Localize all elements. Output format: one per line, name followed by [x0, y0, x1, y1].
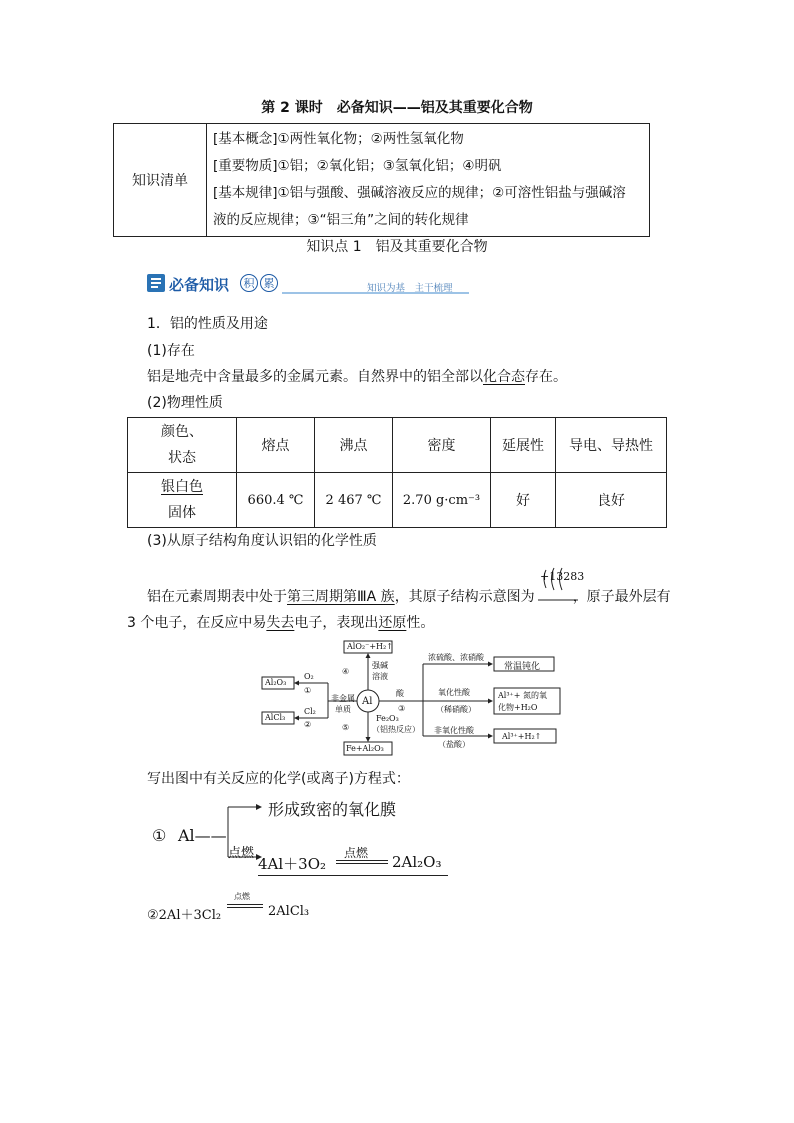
answer-lose: 失去 — [266, 615, 295, 631]
diagram-result-passivation: 常温钝化 — [504, 662, 541, 672]
diagram-al-center: Al — [362, 696, 373, 707]
banner-subtitle: 知识为基 主干梳理 — [367, 283, 453, 294]
answer-silver-white: 银白色 — [161, 479, 203, 495]
equation-1: ① Al—— 形成致密的氧化膜 点燃 4Al＋3O₂ 点燃 2Al₂O₃ — [150, 795, 470, 880]
section-banner — [147, 272, 469, 296]
summary-row-concepts: [基本概念]①两性氧化物；②两性氢氧化物 — [213, 131, 464, 147]
book-icon — [147, 274, 165, 292]
structure-text-line2: 3 个电子，在反应中易失去电子，表现出还原性。 — [127, 615, 435, 631]
answer-reducing: 还原 — [378, 615, 407, 631]
header-density: 密度 — [393, 418, 491, 473]
answer-compound-state: 化合态 — [483, 369, 525, 385]
summary-table — [113, 123, 650, 237]
sub-heading-chemical: (3)从原子结构角度认识铝的化学性质 — [147, 533, 377, 549]
diagram-box-al2o3: Al₂O₃ — [265, 678, 287, 687]
banner-title: 必备知识 — [169, 276, 230, 294]
diagram-result-nitrogen-oxide: Al³⁺+ 氮的氧 — [498, 691, 548, 700]
equation-1-upper: 形成致密的氧化膜 — [268, 800, 397, 819]
summary-label: 知识清单 — [114, 124, 207, 237]
summary-row-substances: [重要物质]①铝；②氧化铝；③氢氧化铝；④明矾 — [213, 158, 502, 174]
header-boiling: 沸点 — [315, 418, 393, 473]
existence-text: 铝是地壳中含量最多的金属元素。自然界中的铝全部以化合态存在。 — [147, 369, 567, 385]
aluminum-reaction-diagram: Al AlO₂⁻+H₂↑ Al₂O₃ AlCl₃ Fe+Al₂O₃ O₂ Cl₂ ① ② 非金属 单质 ④ 强碱 溶液 ⑤ Fe₂O₃ （铝热反应） 酸 ③ 浓硫酸、浓硝酸 氧化性酸 （稀硝酸） 非氧化性酸 （盐酸） 常温钝化 Al³⁺+ 氮的氧 化物+H₂O Al³⁺+H₂↑ — [258, 640, 564, 758]
value-melting: 660.4 ℃ — [237, 473, 315, 528]
structure-text-line1: 铝在元素周期表中处于第三周期第ⅢA 族，其原子结构示意图为 ，原子最外层有 — [147, 589, 671, 605]
diagram-result-hydrogen: Al³⁺+H₂↑ — [502, 732, 542, 741]
value-ductility: 好 — [491, 473, 556, 528]
banner-circle-2: 累 — [260, 274, 278, 292]
value-boiling: 2 467 ℃ — [315, 473, 393, 528]
diagram-box-fe: Fe+Al₂O₃ — [346, 744, 384, 753]
value-conductivity: 良好 — [556, 473, 667, 528]
section-1-heading: 1．铝的性质及用途 — [147, 316, 268, 332]
equation-2-product: 2AlCl₃ — [268, 904, 310, 919]
summary-row-rules: [基本规律]①铝与强酸、强碱溶液反应的规律；②可溶性铝盐与强碱溶 — [213, 185, 626, 201]
equations-instruction: 写出图中有关反应的化学(或离子)方程式： — [147, 771, 410, 787]
equation-1-lower: 4Al＋3O₂ — [258, 855, 327, 873]
summary-row-rules-cont: 液的反应规律；③“铝三角”之间的转化规律 — [213, 212, 469, 228]
sub-heading-physical: (2)物理性质 — [147, 395, 223, 411]
answer-period-group: 第三周期第ⅢA 族 — [287, 589, 395, 605]
page-title: 第 2 课时 必备知识——铝及其重要化合物 — [261, 100, 533, 116]
knowledge-point-heading: 知识点 1 铝及其重要化合物 — [306, 239, 488, 255]
atom-label: +13283 — [540, 570, 585, 583]
diagram-box-alcl3: AlCl₃ — [265, 713, 286, 722]
header-conductivity: 导电、导热性 — [556, 418, 667, 473]
physical-properties-table: 颜色、 状态 熔点 沸点 密度 延展性 导电、导热性 银白色 固体 660.4 ℃ 2 467 ℃ 2.70 g·cm⁻³ 好 良好 — [127, 417, 667, 528]
header-melting: 熔点 — [237, 418, 315, 473]
header-ductility: 延展性 — [491, 418, 556, 473]
banner-circle-1: 积 — [240, 274, 258, 292]
equation-1-product: 2Al₂O₃ — [392, 853, 442, 871]
diagram-box-aluminate: AlO₂⁻+H₂↑ — [347, 642, 393, 651]
sub-heading-existence: (1)存在 — [147, 343, 195, 359]
value-density: 2.70 g·cm⁻³ — [393, 473, 491, 528]
equation-2: ②2Al＋3Cl₂ 点燃 2AlCl₃ — [147, 892, 310, 923]
